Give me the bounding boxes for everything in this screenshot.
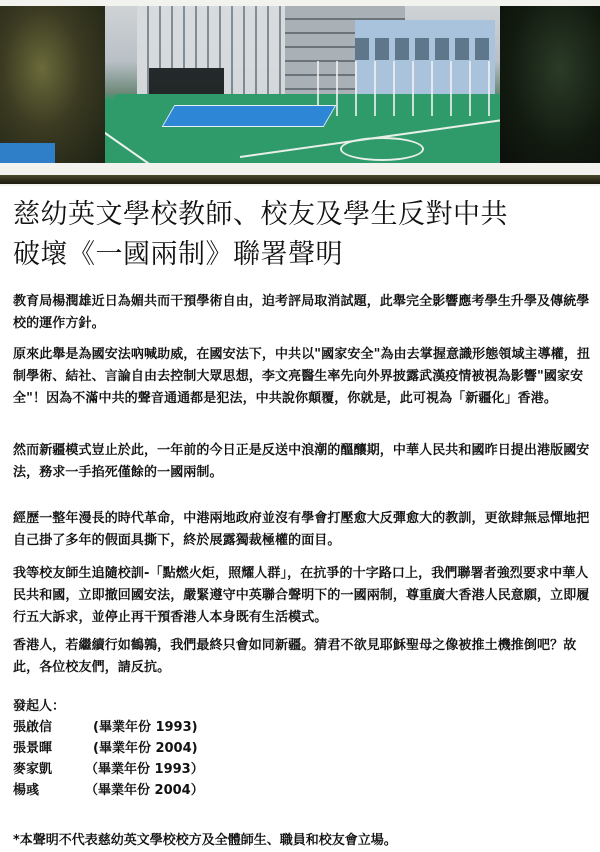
statement-body	[13, 195, 593, 848]
paragraph-1: 教育局楊潤雄近日為媚共而干預學術自由，迫考評局取消試題，此舉完全影響應考學生升學及傳統學校的運作方針。	[13, 294, 590, 331]
blue-basketball-court	[162, 105, 337, 127]
founder-row	[13, 780, 204, 801]
founder-name: 麥家凱	[13, 762, 53, 777]
paragraph-2: 原來此舉是為國安法吶喊助威，在國安法下，中共以"國家安全"為由去掌握意識形態領域主導權，扭制學術、結社、言論自由去控制大眾思想，李文亮醫生率先向外界披露武漢疫情被視為影響"國家安全"！因為不滿中共的聲音通通都是犯法，中共說你顛覆，你就是，此可視為「新疆化」香港。	[13, 347, 591, 406]
school-playground-photo	[0, 6, 600, 163]
rock-cliff	[0, 6, 105, 163]
founder-name: 楊彧	[13, 783, 40, 798]
paragraph-6: 香港人，若繼續行如鶴鶉，我們最終只會如同新疆。猜君不欲見耶穌聖母之像被推土機推倒吧？故此，各位校友們，請反抗。	[13, 638, 577, 675]
founder-graduation-year: (畢業年份 1993)	[93, 720, 198, 735]
paragraph-3: 然而新疆模式豈止於此，一年前的今日正是反送中浪潮的醞釀期，中華人民共和國昨日提出港版國安法，務求一手掐死僅餘的一國兩制。	[13, 443, 590, 480]
disclaimer-note: *本聲明不代表慈幼英文學校校方及全體師生、職員和校友會立場。	[13, 833, 397, 848]
title-line-1: 慈幼英文學校教師、校友及學生反對中共	[13, 199, 508, 230]
school-building-left	[137, 6, 287, 98]
founder-graduation-year: （畢業年份 1993）	[85, 762, 204, 777]
paragraph-5: 我等校友師生追隨校訓-「點燃火炬，照耀人群」，在抗爭的十字路口上，我們聯署者強烈要求中華人民共和國，立即撤回國安法，嚴緊遵守中英聯合聲明下的一國兩制，尊重廣大香港人民意願，立即履行五大訴求，並停止再干預香港人本身既有生活模式。	[13, 566, 590, 625]
founder-row	[13, 759, 204, 780]
founder-row	[13, 738, 204, 759]
paragraph-4: 經歷一整年漫長的時代革命，中港兩地政府並沒有學會打壓愈大反彈愈大的教訓，更欲肆無忌憚地把自己掛了多年的假面具撕下，終於展露獨裁極權的面目。	[13, 511, 590, 548]
founder-name: 張景暉	[13, 741, 53, 756]
header-banner	[0, 0, 600, 186]
statement-title	[13, 195, 593, 275]
founder-graduation-year: (畢業年份 2004)	[93, 741, 198, 756]
founder-row	[13, 717, 204, 738]
founder-graduation-year: （畢業年份 2004）	[85, 783, 204, 798]
title-line-2: 破壞《一國兩制》聯署聲明	[13, 239, 343, 270]
founders-label: 發起人：	[13, 699, 66, 714]
tree	[500, 6, 600, 163]
founders-list	[13, 696, 204, 801]
founder-name: 張啟信	[13, 720, 53, 735]
divider-band	[0, 175, 600, 184]
